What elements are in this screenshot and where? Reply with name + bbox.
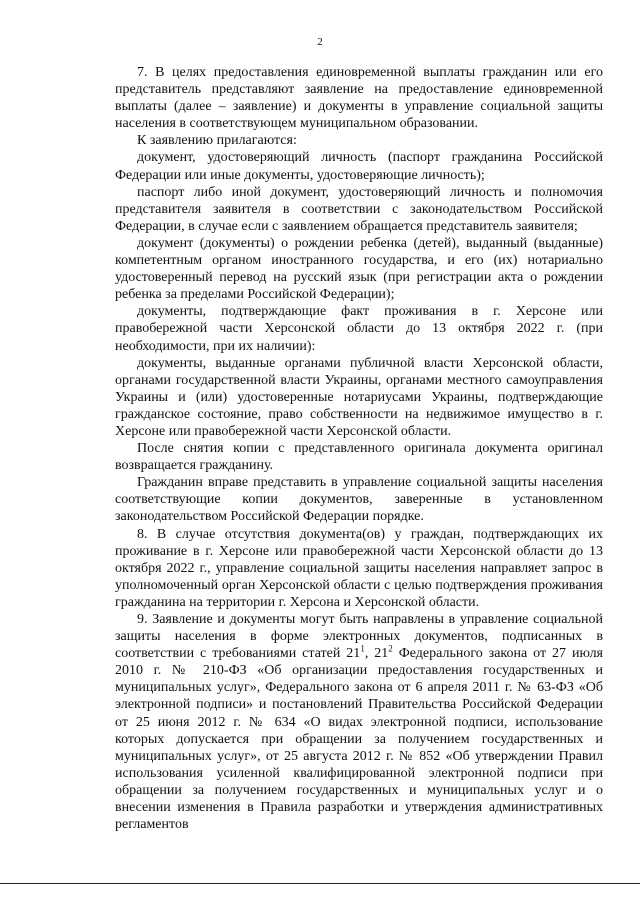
paragraph-9-part-2: , 21 bbox=[364, 646, 389, 662]
bottom-divider bbox=[0, 883, 640, 884]
list-item-issued-documents: документы, выданные органами публичной власти Херсонской области, органами государственной власти Украины, органами местного самоуправления Украины и (или) удостоверенные нотариусами Украины, подтверждающие гражданское состояние, право собственности на недвижимое имущество в г. Херсоне или правобережной части Херсонской области. bbox=[115, 355, 603, 439]
superscript-1: 1 bbox=[360, 643, 365, 654]
paragraph-9-part-3: Федерального закона от 27 июля 2010 г. № 210-ФЗ «Об организации предоставления государственных и муниципальных услуг», Федерального закона от 6 апреля 2011 г. № 63-ФЗ «Об электронной подписи» и постановлений Правительства Российской Федерации от 25 июня 2012 г. № 634 «О видах электронной подписи, использование которых допускается при обращении за получением государственных и муниципальных услуг», от 25 августа 2012 г. № 852 «Об утверждении Правил использования усиленной квалифицированной электронной подписи при обращении за получением государственных и муниципальных услуг и о внесении изменения в Правила разработки и утверждения административных регламентов bbox=[115, 646, 604, 833]
page-number: 2 bbox=[317, 36, 323, 48]
paragraph-9 bbox=[115, 611, 603, 833]
document-body bbox=[115, 64, 603, 833]
superscript-2: 2 bbox=[388, 643, 393, 654]
paragraph-original-return: После снятия копии с представленного оригинала документа оригинал возвращается гражданину. bbox=[115, 441, 603, 474]
list-item-birth-document: документ (документы) о рождении ребенка (детей), выданный (выданные) компетентным органом иностранного государства, и его (их) нотариально удостоверенный перевод на русский язык (при регистрации акта о рождении ребенка за пределами Российской Федерации); bbox=[115, 235, 603, 303]
paragraph-attachments-intro: К заявлению прилагаются: bbox=[137, 133, 297, 149]
list-item-identity-document: документ, удостоверяющий личность (паспорт гражданина Российской Федерации или иные документы, удостоверяющие личность); bbox=[115, 150, 603, 183]
list-item-residence-proof: документы, подтверждающие факт проживания в г. Херсоне или правобережной части Херсонской области до 13 октября 2022 г. (при необходимости, при их наличии): bbox=[115, 304, 603, 354]
paragraph-7: 7. В целях предоставления единовременной выплаты гражданин или его представитель представляют заявление на предоставление единовременной выплаты (далее – заявление) и документы в управление социальной защиты населения в соответствующем муниципальном образовании. bbox=[115, 65, 603, 132]
list-item-representative-document: паспорт либо иной документ, удостоверяющий личность и полномочия представителя заявителя в соответствии с законодательством Российской Федерации, в случае если с заявлением обращается представитель заявителя; bbox=[115, 184, 603, 234]
paragraph-8: 8. В случае отсутствия документа(ов) у граждан, подтверждающих их проживание в г. Херсоне или правобережной части Херсонской области до 13 октября 2022 г., управление социальной защиты населения направляет запрос в уполномоченный орган Херсонской области с целью подтверждения проживания гражданина на территории г. Херсона и Херсонской области. bbox=[115, 526, 603, 610]
paragraph-9-part-1: 9. Заявление и документы могут быть направлены в управление социальной защиты населения в форме электронных документов, подписанных в соответствии с требованиями статей 21 bbox=[115, 612, 603, 662]
paragraph-certified-copies: Гражданин вправе представить в управление социальной защиты населения соответствующие копии документов, заверенные в установленном законодательством Российской Федерации порядке. bbox=[115, 475, 603, 525]
